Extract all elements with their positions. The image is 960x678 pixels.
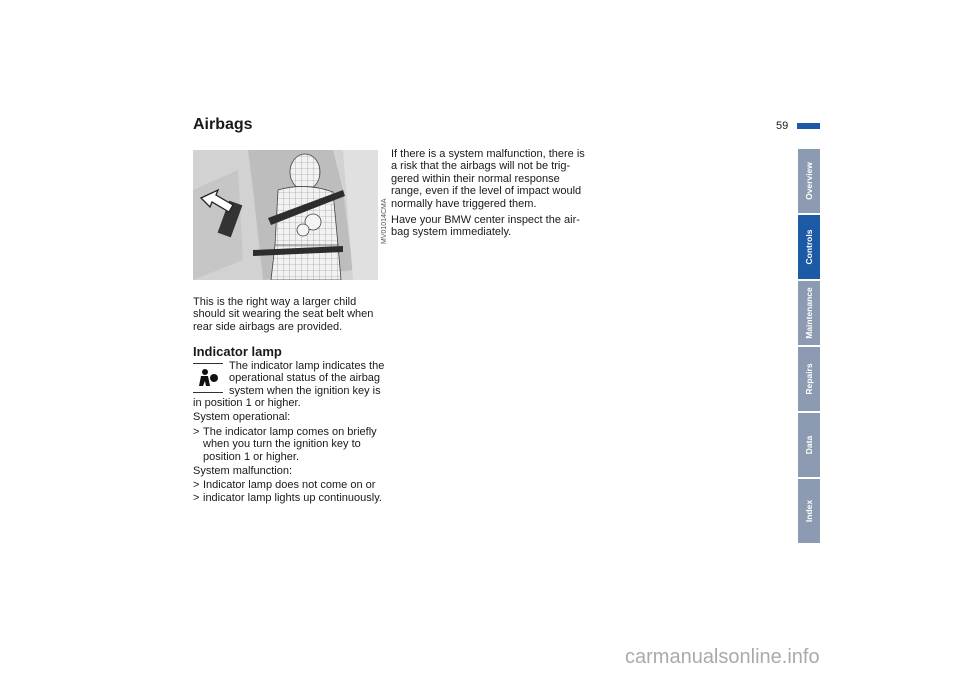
section-tabs <box>798 149 820 545</box>
indicator-details <box>193 397 388 504</box>
tab-data[interactable]: Data <box>798 413 820 477</box>
figure-caption: This is the right way a larger child should sit wearing the seat belt when rear side airbags are provided. <box>193 296 374 333</box>
bullet-icon: > <box>193 425 200 438</box>
tab-overview[interactable]: Overview <box>798 149 820 213</box>
indicator-intro-continued: in position 1 or higher. <box>193 397 301 409</box>
malfunction-risk-paragraph: If there is a system malfunction, there is a risk that the airbags will not be trig-gered within their normal response range, even if the level of impact would normally have triggered them. <box>391 148 585 210</box>
page-title: Airbags <box>193 116 253 133</box>
child-seatbelt-illustration <box>193 150 378 280</box>
tab-controls[interactable]: Controls <box>798 215 820 279</box>
page-number-bar <box>797 123 820 129</box>
indicator-lamp-heading: Indicator lamp <box>193 344 282 359</box>
inspect-paragraph: Have your BMW center inspect the air-bag system immediately. <box>391 214 580 239</box>
right-column <box>391 148 586 241</box>
page-number: 59 <box>776 120 789 132</box>
watermark: carmanualsonline.info <box>625 646 820 668</box>
figure-code: MV01014CMA <box>381 198 388 244</box>
tab-repairs[interactable]: Repairs <box>798 347 820 411</box>
indicator-intro: The indicator lamp indicates the operational status of the airbag system when the ignition key is <box>229 360 385 397</box>
bullet-icon: > <box>193 491 200 504</box>
tab-maintenance[interactable]: Maintenance <box>798 281 820 345</box>
airbag-warning-icon <box>193 363 223 393</box>
operational-label: System operational: <box>193 411 291 424</box>
list-item: > Indicator lamp does not come on or <box>193 479 376 492</box>
list-item: > The indicator lamp comes on briefly when you turn the ignition key to position 1 or higher. <box>193 425 377 463</box>
malfunction-label: System malfunction: <box>193 465 293 478</box>
tab-index[interactable]: Index <box>798 479 820 543</box>
list-item: > indicator lamp lights up continuously. <box>193 491 382 504</box>
bullet-icon: > <box>193 479 200 492</box>
illustration-svg <box>193 150 378 280</box>
